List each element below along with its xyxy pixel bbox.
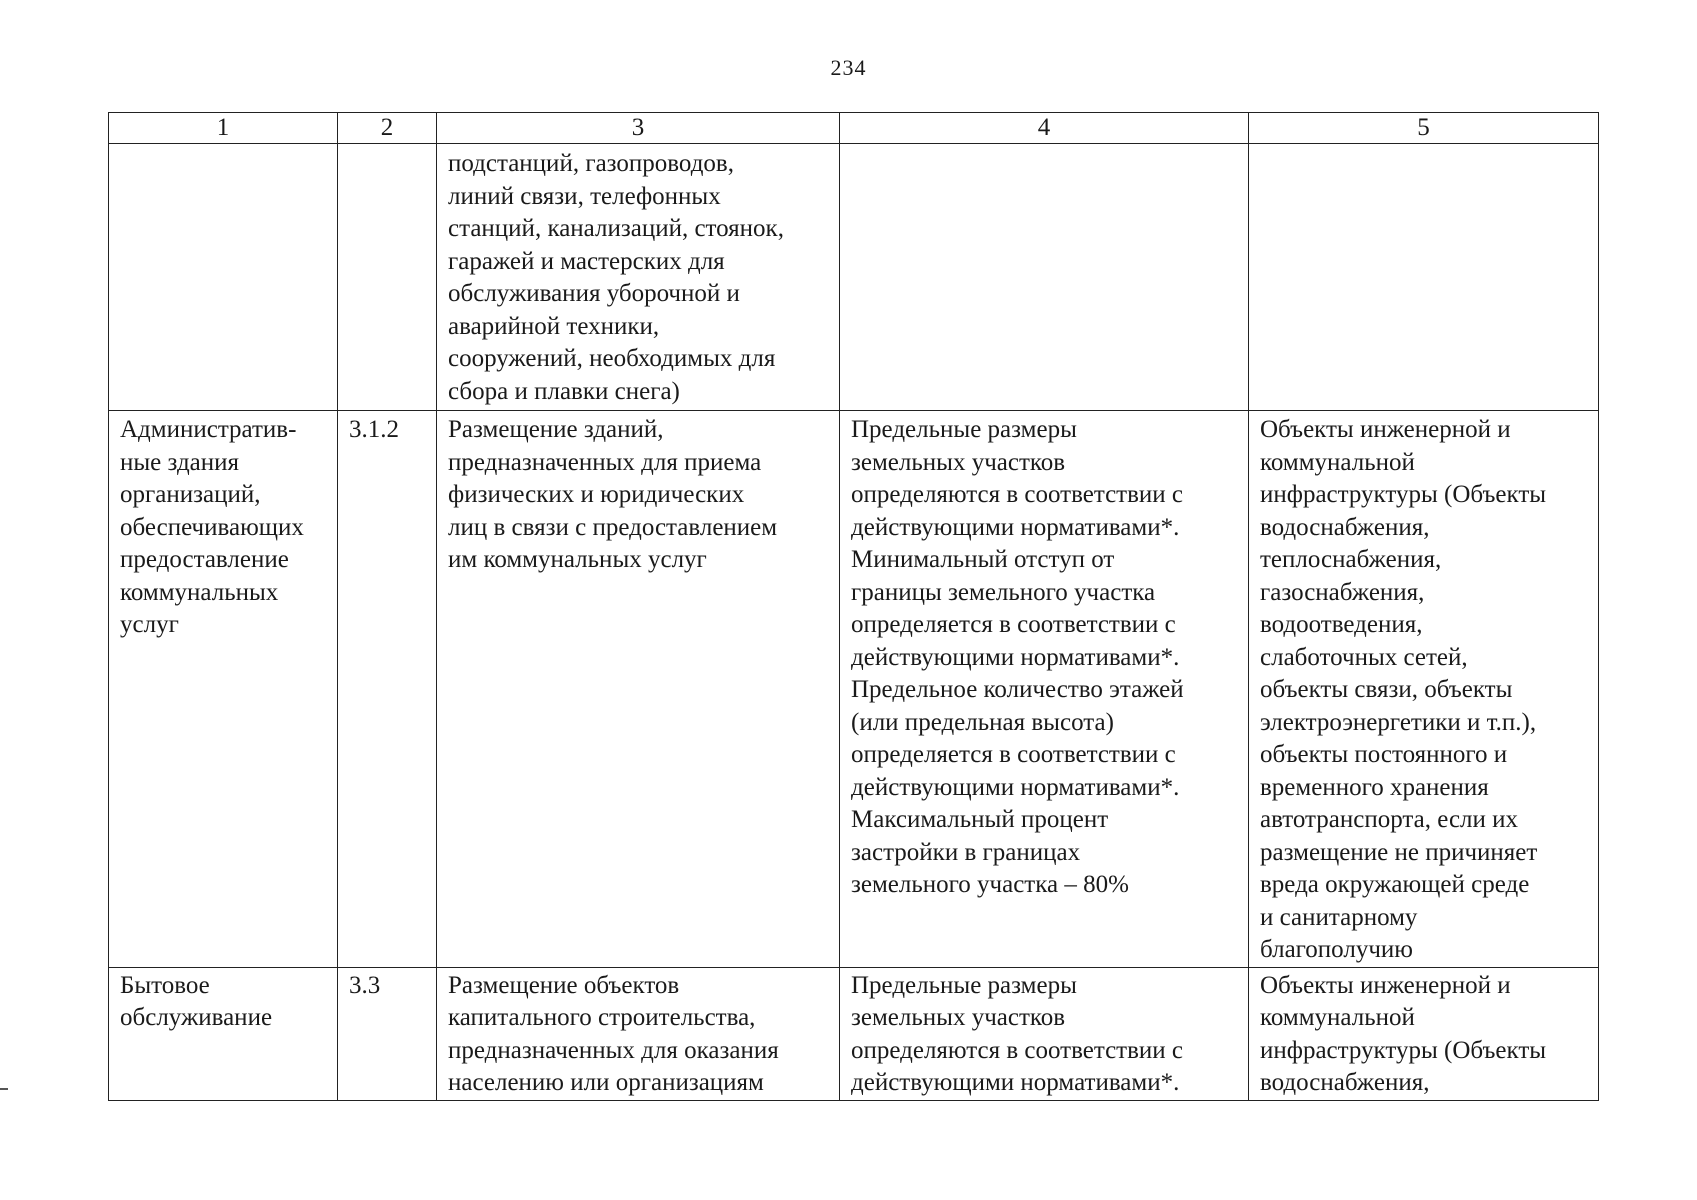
code-cell xyxy=(338,144,437,411)
text-line: организаций, xyxy=(120,481,261,508)
text-line: Предельные размеры xyxy=(851,971,1077,999)
text-line: газоснабжения, xyxy=(1260,578,1425,606)
auxiliary-uses-cell xyxy=(1249,967,1599,1100)
column-header-5: 5 xyxy=(1249,113,1599,144)
text-line: обеспечивающих xyxy=(120,513,304,541)
column-header-2: 2 xyxy=(338,113,437,144)
text-line: действующими нормативами*. xyxy=(851,513,1180,541)
text-line: теплоснабжения, xyxy=(1260,546,1442,573)
type-name-cell xyxy=(109,411,338,968)
table-row xyxy=(109,144,1599,411)
text-line: Административ- xyxy=(120,416,297,443)
text-line: определяется в соответствии с xyxy=(851,611,1176,638)
text-line: земельных участков xyxy=(851,448,1066,476)
text-line: лиц в связи с предоставлением xyxy=(448,513,778,541)
text-line: коммунальной xyxy=(1260,448,1415,476)
table-header-row xyxy=(109,113,1599,144)
type-name-cell xyxy=(109,144,338,411)
text-line: электроэнергетики и т.п.), xyxy=(1260,708,1537,736)
text-line: земельных участков xyxy=(851,1004,1066,1031)
text-line: объекты связи, объекты xyxy=(1260,676,1513,703)
column-header-1: 1 xyxy=(109,113,338,144)
text-line: обслуживание xyxy=(120,1004,273,1031)
text-line: подстанций, газопроводов, xyxy=(448,150,734,177)
text-line: водоснабжения, xyxy=(1260,1069,1430,1096)
type-name-cell xyxy=(109,967,338,1100)
text-line: и санитарному xyxy=(1260,903,1418,931)
text-line: инфраструктуры (Объекты xyxy=(1260,481,1547,508)
text-line: Минимальный отступ от xyxy=(851,546,1115,573)
regulations-table xyxy=(108,112,1599,1101)
text-line: сооружений, необходимых для xyxy=(448,345,776,372)
text-line: линий связи, телефонных xyxy=(448,182,721,210)
text-line: определяется в соответствии с xyxy=(851,741,1176,768)
text-line: капитального строительства, xyxy=(448,1004,756,1031)
text-line: действующими нормативами*. xyxy=(851,1069,1180,1096)
text-line: действующими нормативами*. xyxy=(851,773,1180,801)
parameters-cell xyxy=(840,967,1249,1100)
parameters-cell xyxy=(840,411,1249,968)
text-line: временного хранения xyxy=(1260,773,1489,801)
code-cell: 3.3 xyxy=(338,967,437,1100)
text-line: коммунальной xyxy=(1260,1004,1415,1031)
text-line: обслуживания уборочной и xyxy=(448,280,740,307)
text-line: Объекты инженерной и xyxy=(1260,416,1511,443)
column-header-4: 4 xyxy=(840,113,1249,144)
table-row xyxy=(109,967,1599,1100)
text-line: (или предельная высота) xyxy=(851,708,1114,736)
text-line: сбора и плавки снега) xyxy=(448,377,680,405)
description-cell xyxy=(437,411,840,968)
text-line: Бытовое xyxy=(120,971,210,999)
table-row xyxy=(109,411,1599,968)
text-line: слаботочных сетей, xyxy=(1260,643,1468,671)
text-line: водоотведения, xyxy=(1260,611,1423,638)
text-line: инфраструктуры (Объекты xyxy=(1260,1036,1547,1064)
text-line: застройки в границах xyxy=(851,838,1081,866)
text-line: услуг xyxy=(120,611,179,638)
auxiliary-uses-cell xyxy=(1249,411,1599,968)
column-header-3: 3 xyxy=(437,113,840,144)
text-line: им коммунальных услуг xyxy=(448,546,707,573)
text-line: предоставление xyxy=(120,546,289,573)
text-line: размещение не причиняет xyxy=(1260,838,1538,866)
text-line: аварийной техники, xyxy=(448,312,660,340)
text-line: вреда окружающей среде xyxy=(1260,871,1530,898)
text-line: Предельные размеры xyxy=(851,416,1077,443)
text-line: станций, канализаций, стоянок, xyxy=(448,215,784,242)
text-line: Размещение объектов xyxy=(448,971,680,999)
text-line: Размещение зданий, xyxy=(448,416,664,443)
text-line: Предельное количество этажей xyxy=(851,676,1184,703)
text-line: населению или организациям xyxy=(448,1069,764,1096)
text-line: благополучию xyxy=(1260,936,1413,963)
text-line: предназначенных для оказания xyxy=(448,1036,779,1064)
text-line: действующими нормативами*. xyxy=(851,643,1180,671)
text-line: Объекты инженерной и xyxy=(1260,971,1511,999)
description-cell xyxy=(437,144,840,411)
margin-mark xyxy=(0,1088,8,1090)
text-line: автотранспорта, если их xyxy=(1260,806,1519,833)
text-line: гаражей и мастерских для xyxy=(448,247,725,275)
code-cell: 3.1.2 xyxy=(338,411,437,968)
text-line: земельного участка – 80% xyxy=(851,871,1129,898)
description-cell xyxy=(437,967,840,1100)
text-line: водоснабжения, xyxy=(1260,513,1430,541)
parameters-cell xyxy=(840,144,1249,411)
text-line: определяются в соответствии с xyxy=(851,481,1184,508)
page-number: 234 xyxy=(830,55,867,80)
text-line: ные здания xyxy=(120,448,240,476)
text-line: предназначенных для приема xyxy=(448,448,762,476)
text-line: определяются в соответствии с xyxy=(851,1036,1184,1064)
text-line: объекты постоянного и xyxy=(1260,741,1508,768)
text-line: физических и юридических xyxy=(448,481,745,508)
text-line: коммунальных xyxy=(120,578,279,606)
text-line: границы земельного участка xyxy=(851,578,1156,606)
text-line: Максимальный процент xyxy=(851,806,1109,833)
auxiliary-uses-cell xyxy=(1249,144,1599,411)
